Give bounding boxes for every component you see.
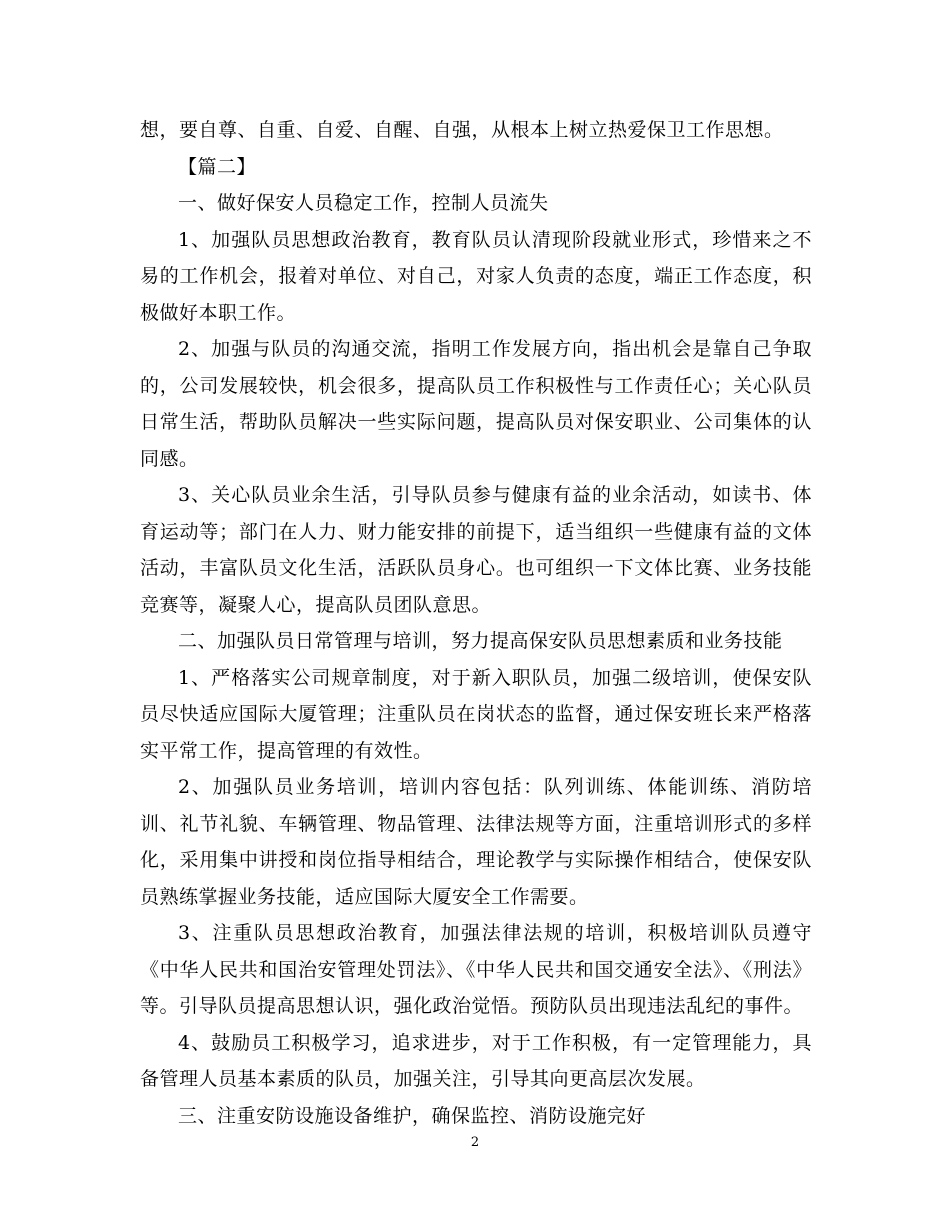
page-number: 2 — [470, 1135, 480, 1150]
paragraph-item-1-1: 1、加强队员思想政治教育，教育队员认清现阶段就业形式，珍惜来之不易的工作机会，报着对单位、对自己，对家人负责的态度，端正工作态度，积极做好本职工作。 — [140, 228, 812, 324]
section-heading-1: 一、做好保安人员稳定工作，控制人员流失 — [178, 192, 549, 214]
paragraph-item-2-4: 4、鼓励员工积极学习，追求进步，对于工作积极，有一定管理能力，具备管理人员基本素质的队员，加强关注，引导其向更高层次发展。 — [140, 1031, 812, 1090]
section-heading-part-two: 【篇二】 — [178, 155, 257, 178]
paragraph-item-2-2: 2、加强队员业务培训，培训内容包括：队列训练、体能训练、消防培训、礼节礼貌、车辆管理、物品管理、法律法规等方面，注重培训形式的多样化，采用集中讲授和岗位指导相结合，理论教学与实际操作相结合，使保安队员熟练掌握业务技能，适应国际大厦安全工作需要。 — [140, 776, 812, 908]
paragraph-1: 想，要自尊、自重、自爱、自醒、自强，从根本上树立热爱保卫工作思想。 — [140, 119, 784, 141]
paragraph-item-1-3: 3、关心队员业余生活，引导队员参与健康有益的业余活动，如读书、体育运动等；部门在人力、财力能安排的前提下，适当组织一些健康有益的文体活动，丰富队员文化生活，活跃队员身心。也可组织一下文体比赛、业务技能竞赛等，凝聚人心，提高队员团队意思。 — [140, 484, 812, 616]
section-heading-2: 二、加强队员日常管理与培训，努力提高保安队员思想素质和业务技能 — [178, 630, 783, 652]
paragraph-item-1-2: 2、加强与队员的沟通交流，指明工作发展方向，指出机会是靠自己争取的，公司发展较快，机会很多，提高队员工作积极性与工作责任心；关心队员日常生活，帮助队员解决一些实际问题，提高队员对保安职业、公司集体的认同感。 — [140, 338, 812, 470]
document-body — [140, 112, 812, 1134]
paragraph-item-2-1: 1、严格落实公司规章制度，对于新入职队员，加强二级培训，使保安队员尽快适应国际大厦管理；注重队员在岗状态的监督，通过保安班长来严格落实平常工作，提高管理的有效性。 — [140, 666, 812, 762]
section-heading-3: 三、注重安防设施设备维护，确保监控、消防设施完好 — [178, 1104, 647, 1127]
paragraph-item-2-3: 3、注重队员思想政治教育，加强法律法规的培训，积极培训队员遵守《中华人民共和国治安管理处罚法》、《中华人民共和国交通安全法》、《刑法》等。引导队员提高思想认识，强化政治觉悟。预防队员出现违法乱纪的事件。 — [140, 922, 812, 1017]
